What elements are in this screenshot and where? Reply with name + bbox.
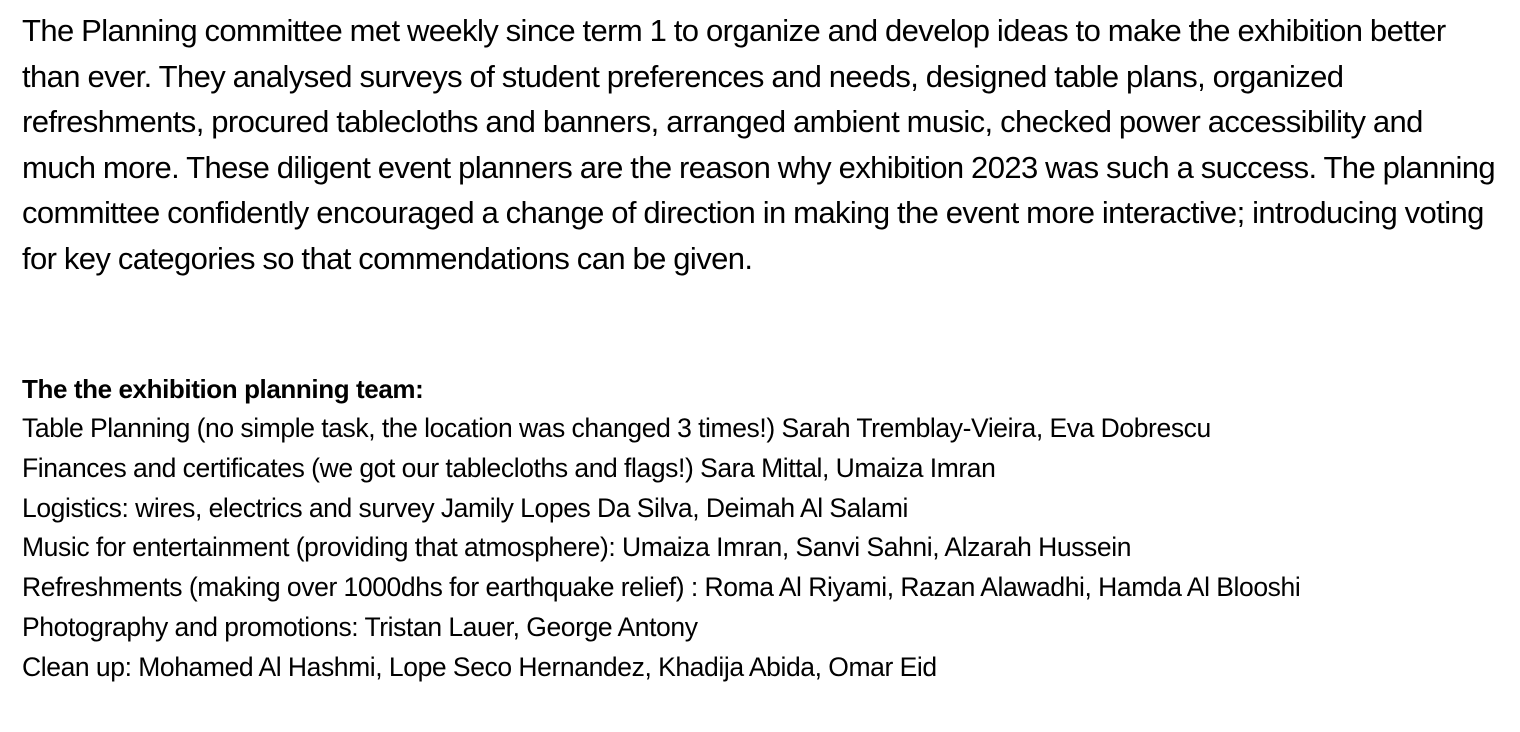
team-line-table-planning: Table Planning (no simple task, the location was changed 3 times!) Sarah Tremblay-Vieira, Eva Dobrescu <box>22 413 1211 443</box>
intro-paragraph: The Planning committee met weekly since term 1 to organize and develop ideas to make the exhibition better than ever. They analysed surveys of student preferences and needs, designed table plans, organized refreshments, procured tablecloths and banners, arranged ambient music, checked power accessibility and much more. These diligent event planners are the reason why exhibition 2023 was such a success. The planning committee confidently encouraged a change of direction in making the event more interactive; introducing voting for key categories so that commendations can be given. <box>22 13 1496 276</box>
team-line-photography: Photography and promotions: Tristan Lauer, George Antony <box>22 611 698 642</box>
document-page <box>22 8 1502 682</box>
planning-team-section <box>22 369 1502 688</box>
team-line-finances: Finances and certificates (we got our tablecloths and flags!) Sara Mittal, Umaiza Imran <box>22 452 996 483</box>
team-line-music: Music for entertainment (providing that atmosphere): Umaiza Imran, Sanvi Sahni, Alzarah Hussein <box>22 532 1132 563</box>
team-line-logistics: Logistics: wires, electrics and survey Jamily Lopes Da Silva, Deimah Al Salami <box>22 492 908 523</box>
team-line-clean-up: Clean up: Mohamed Al Hashmi, Lope Seco Hernandez, Khadija Abida, Omar Eid <box>22 651 937 682</box>
team-line-refreshments: Refreshments (making over 1000dhs for earthquake relief) : Roma Al Riyami, Razan Alawadhi, Hamda Al Blooshi <box>22 572 1301 603</box>
team-heading: The the exhibition planning team: <box>22 374 424 404</box>
